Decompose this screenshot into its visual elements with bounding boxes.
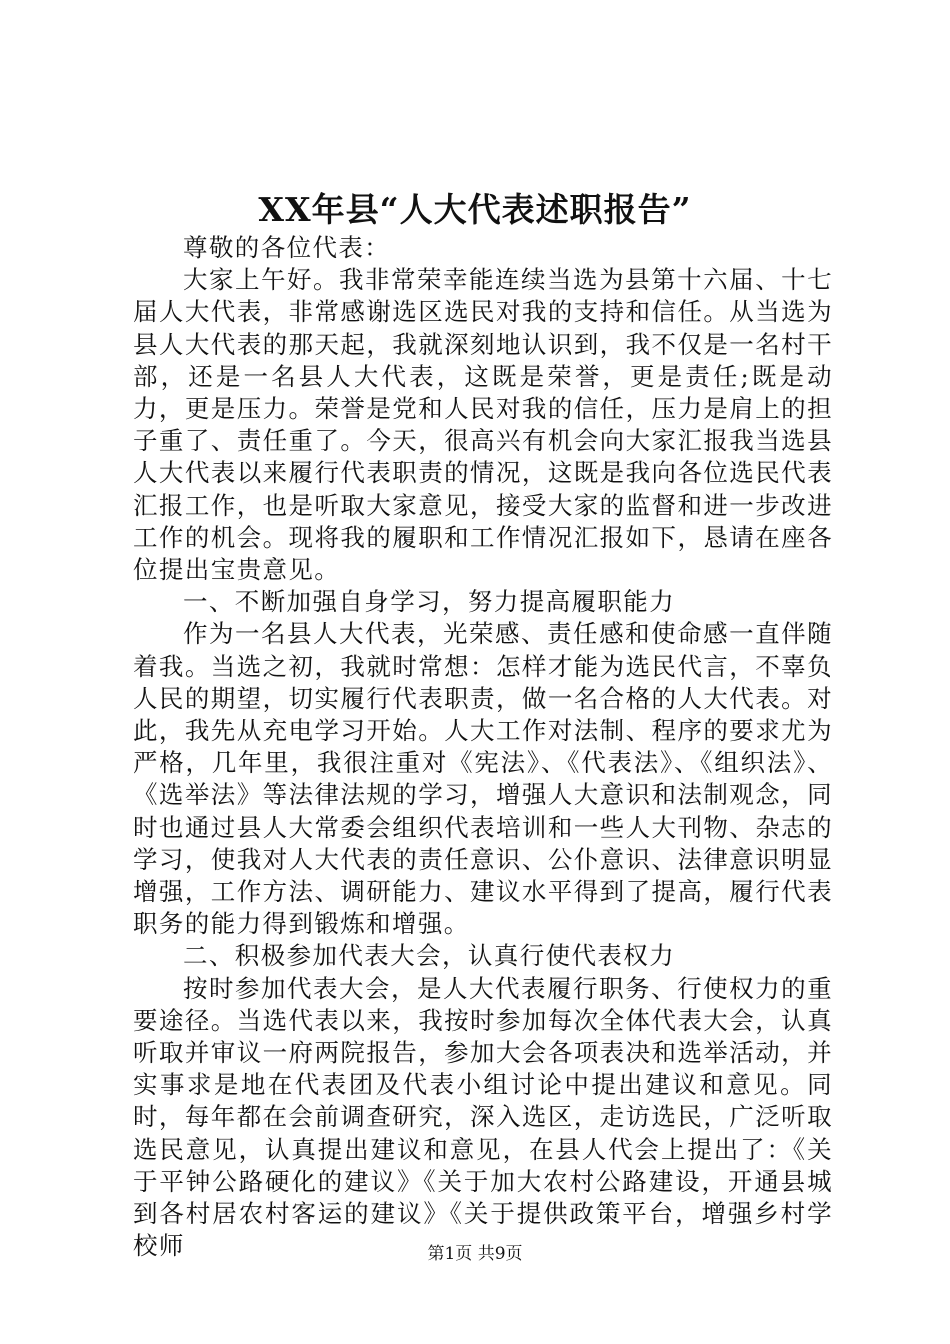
- document-title: XX年县“人大代表述职报告”: [258, 190, 692, 229]
- opening-paragraph: 大家上午好。我非常荣幸能连续当选为县第十六届、十七届人大代表，非常感谢选区选民对我的支持和信任。从当选为县人大代表的那天起，我就深刻地认识到，我不仅是一名村干部，还是一名县人大代表，这既是荣誉，更是责任;既是动力，更是压力。荣誉是党和人民对我的信任，压力是肩上的担子重了、责任重了。今天，很高兴有机会向大家汇报我当选县人大代表以来履行代表职责的情况，这既是我向各位选民代表汇报工作，也是听取大家意见，接受大家的监督和进一步改进工作的机会。现将我的履职和工作情况汇报如下，恳请在座各位提出宝贵意见。: [133, 265, 833, 585]
- page-number-footer: 第1页 共9页: [427, 1244, 523, 1264]
- salutation-paragraph: 尊敬的各位代表：: [183, 233, 391, 262]
- section-heading-2: 二、积极参加代表大会，认真行使代表权力: [183, 941, 676, 971]
- section-1-paragraph: 作为一名县人大代表，光荣感、责任感和使命感一直伴随着我。当选之初，我就时常想：怎样才能为选民代言，不辜负人民的期望，切实履行代表职责，做一名合格的人大代表。对此，我先从充电学习开始。人大工作对法制、程序的要求尤为严格，几年里，我很注重对《宪法》、《代表法》、《组织法》、《选举法》等法律法规的学习，增强人大意识和法制观念，同时也通过县人大常委会组织代表培训和一些人大刊物、杂志的学习，使我对人大代表的责任意识、公仆意识、法律意识明显增强，工作方法、调研能力、建议水平得到了提高，履行代表职务的能力得到锻炼和增强。: [133, 619, 833, 939]
- document-body: [133, 232, 833, 1263]
- section-2-paragraph: 按时参加代表大会，是人大代表履行职务、行使权力的重要途径。当选代表以来，我按时参加每次全体代表大会，认真听取并审议一府两院报告，参加大会各项表决和选举活动，并实事求是地在代表团及代表小组讨论中提出建议和意见。同时，每年都在会前调查研究，深入选区，走访选民，广泛听取选民意见，认真提出建议和意见，在县人代会上提出了：《关于平钟公路硬化的建议》《关于加大农村公路建设，开通县城到各村居农村客运的建议》《关于提供政策平台，增强乡村学校师: [133, 973, 833, 1261]
- section-heading-1: 一、不断加强自身学习，努力提高履职能力: [183, 587, 676, 617]
